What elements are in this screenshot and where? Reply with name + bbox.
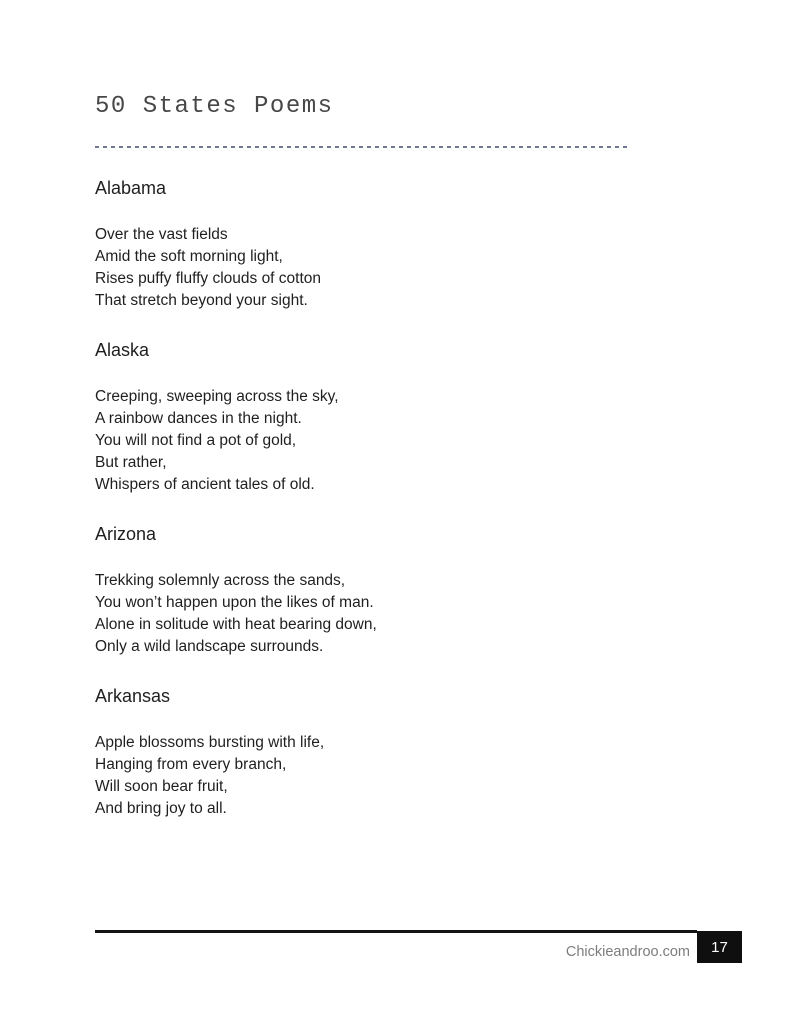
poem-line: Rises puffy fluffy clouds of cotton xyxy=(95,270,322,287)
page-number: 17 xyxy=(711,938,728,956)
poem xyxy=(95,732,731,820)
state-heading: Alabama xyxy=(95,178,167,198)
poem-line: Trekking solemnly across the sands, xyxy=(95,572,346,589)
state-heading: Arkansas xyxy=(95,686,171,706)
poem-line: Over the vast fields xyxy=(95,226,228,243)
page-number-badge xyxy=(697,931,742,963)
poem-line: Whispers of ancient tales of old. xyxy=(95,476,315,493)
poem-line: A rainbow dances in the night. xyxy=(95,410,302,427)
poem-line: Will soon bear fruit, xyxy=(95,778,228,795)
poem-line: Apple blossoms bursting with life, xyxy=(95,734,325,751)
poem-section-arkansas xyxy=(95,686,731,820)
poem-line: And bring joy to all. xyxy=(95,800,227,817)
poem-line: But rather, xyxy=(95,454,167,471)
poem-line: That stretch beyond your sight. xyxy=(95,292,308,309)
poem xyxy=(95,224,731,312)
state-heading: Arizona xyxy=(95,524,157,544)
poem-line: You won’t happen upon the likes of man. xyxy=(95,594,374,611)
title-divider xyxy=(95,146,628,148)
poem xyxy=(95,386,731,496)
poem-section-arizona xyxy=(95,524,731,658)
poem-line: Only a wild landscape surrounds. xyxy=(95,638,324,655)
footer-site-text: Chickieandroo.com xyxy=(565,944,690,960)
page-title: 50 States Poems xyxy=(95,93,334,120)
poem xyxy=(95,570,731,658)
state-heading: Alaska xyxy=(95,340,150,360)
poem-section-alabama xyxy=(95,178,731,312)
poem-line: Creeping, sweeping across the sky, xyxy=(95,388,339,405)
poem-section-alaska xyxy=(95,340,731,496)
poem-line: Amid the soft morning light, xyxy=(95,248,283,265)
poem-line: Hanging from every branch, xyxy=(95,756,287,773)
poem-line: Alone in solitude with heat bearing down, xyxy=(95,616,377,633)
poem-line: You will not find a pot of gold, xyxy=(95,432,297,449)
footer-rule xyxy=(95,930,697,933)
